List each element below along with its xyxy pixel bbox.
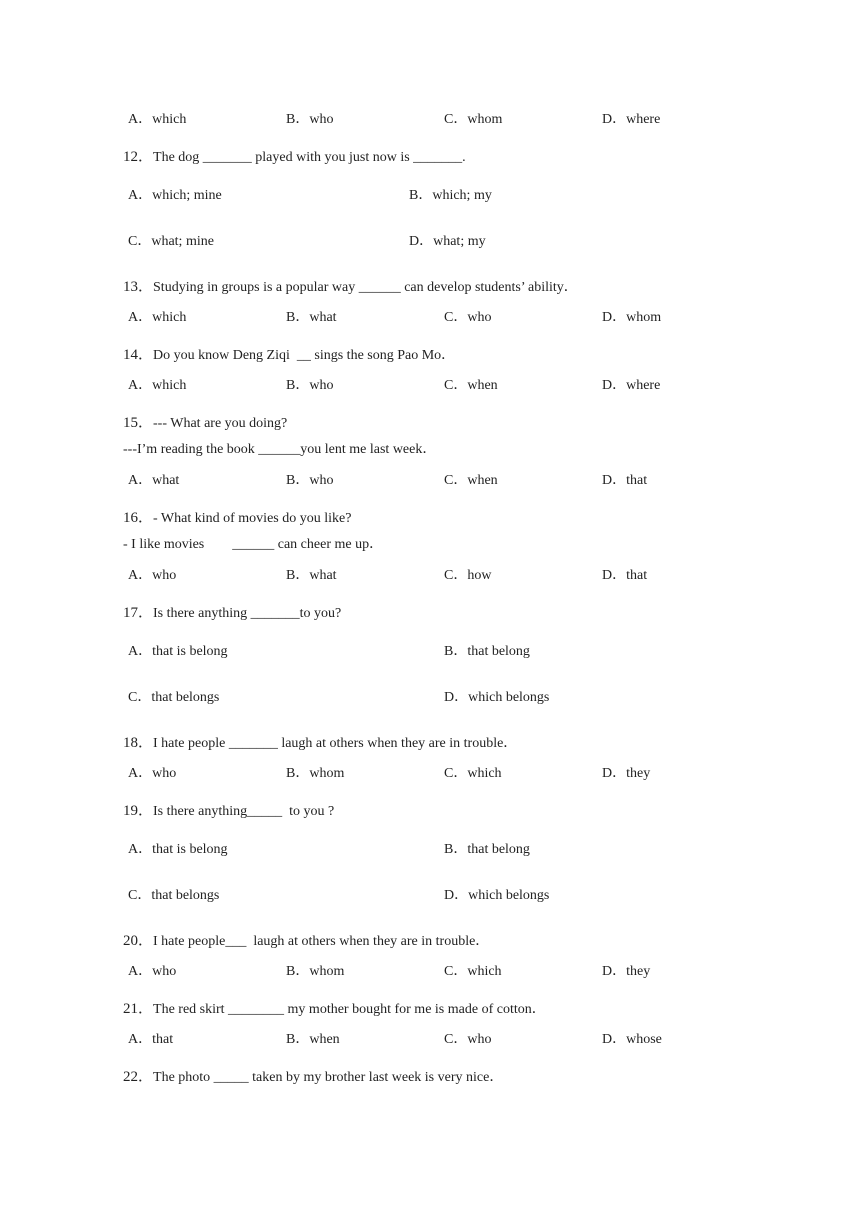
q19-option-d: D．which belongs (444, 888, 550, 903)
top-option-d: D．where (602, 112, 661, 127)
top-option-c: C．whom (444, 112, 503, 127)
q14-option-d: D．where (602, 378, 661, 393)
question-text: - What kind of movies do you like? (153, 511, 352, 526)
question-22 (123, 1068, 503, 1087)
question-18 (123, 734, 517, 753)
question-13 (123, 278, 578, 297)
question-number: 22． (123, 1069, 154, 1085)
q16-option-c: C．how (444, 568, 492, 583)
question-text: I hate people _______ laugh at others when they are in trouble． (153, 736, 518, 751)
question-number: 17． (123, 605, 154, 621)
q19-option-c: C．that belongs (128, 888, 220, 903)
q21-option-d: D．whose (602, 1032, 662, 1047)
question-number: 18． (123, 735, 154, 751)
q15-option-c: C．when (444, 473, 498, 488)
q20-option-a: A．who (128, 964, 177, 979)
q18-option-b: B．whom (286, 766, 345, 781)
q12-option-d: D．what; my (409, 234, 486, 249)
top-option-b: B．who (286, 112, 334, 127)
q16-option-a: A．who (128, 568, 177, 583)
q18-option-c: C．which (444, 766, 502, 781)
question-number: 19． (123, 803, 154, 819)
q12-option-c: C．what; mine (128, 234, 214, 249)
top-option-a: A．which (128, 112, 187, 127)
question-text: The photo _____ taken by my brother last week is very nice． (153, 1070, 504, 1085)
q16-option-d: D．that (602, 568, 648, 583)
question-number: 16． (123, 510, 154, 526)
question-text: --- What are you doing? (153, 416, 288, 431)
question-19 (123, 802, 334, 821)
question-15 (123, 414, 287, 433)
question-number: 12． (123, 149, 154, 165)
q21-option-c: C．who (444, 1032, 492, 1047)
question-15-line-2: ---I’m reading the book ______you lent me last week． (123, 442, 437, 457)
question-16-line-2: - I like movies ______ can cheer me up． (123, 537, 384, 552)
q18-option-d: D．they (602, 766, 651, 781)
q20-option-b: B．whom (286, 964, 345, 979)
question-number: 15． (123, 415, 154, 431)
q20-option-c: C．which (444, 964, 502, 979)
question-number: 14． (123, 347, 154, 363)
q19-option-b: B．that belong (444, 842, 530, 857)
question-21 (123, 1000, 546, 1019)
question-16 (123, 509, 351, 528)
question-14 (123, 346, 455, 365)
q14-option-a: A．which (128, 378, 187, 393)
q14-option-b: B．who (286, 378, 334, 393)
q17-option-b: B．that belong (444, 644, 530, 659)
question-number: 13． (123, 279, 154, 295)
q21-option-b: B．when (286, 1032, 340, 1047)
q18-option-a: A．who (128, 766, 177, 781)
q20-option-d: D．they (602, 964, 651, 979)
q17-option-a: A．that is belong (128, 644, 228, 659)
q19-option-a: A．that is belong (128, 842, 228, 857)
q13-option-d: D．whom (602, 310, 662, 325)
q13-option-a: A．which (128, 310, 187, 325)
question-text: I hate people___ laugh at others when they are in trouble． (153, 934, 490, 949)
q15-option-b: B．who (286, 473, 334, 488)
question-number: 21． (123, 1001, 154, 1017)
question-number: 20． (123, 933, 154, 949)
q17-option-d: D．which belongs (444, 690, 550, 705)
question-12 (123, 148, 466, 167)
question-text: Is there anything_____ to you ? (153, 804, 335, 819)
q14-option-c: C．when (444, 378, 498, 393)
question-text: The dog _______ played with you just now is _______. (153, 150, 466, 165)
q12-option-a: A．which; mine (128, 188, 222, 203)
q16-option-b: B．what (286, 568, 337, 583)
q12-option-b: B．which; my (409, 188, 492, 203)
question-text: Do you know Deng Ziqi __ sings the song Pao Mo． (153, 348, 456, 363)
q21-option-a: A．that (128, 1032, 174, 1047)
q15-option-a: A．what (128, 473, 180, 488)
question-text: The red skirt ________ my mother bought for me is made of cotton． (153, 1002, 546, 1017)
question-text: Studying in groups is a popular way ______ can develop students’ ability． (153, 280, 578, 295)
q17-option-c: C．that belongs (128, 690, 220, 705)
question-17 (123, 604, 341, 623)
q13-option-c: C．who (444, 310, 492, 325)
question-20 (123, 932, 489, 951)
q15-option-d: D．that (602, 473, 648, 488)
q13-option-b: B．what (286, 310, 337, 325)
question-text: Is there anything _______to you? (153, 606, 342, 621)
